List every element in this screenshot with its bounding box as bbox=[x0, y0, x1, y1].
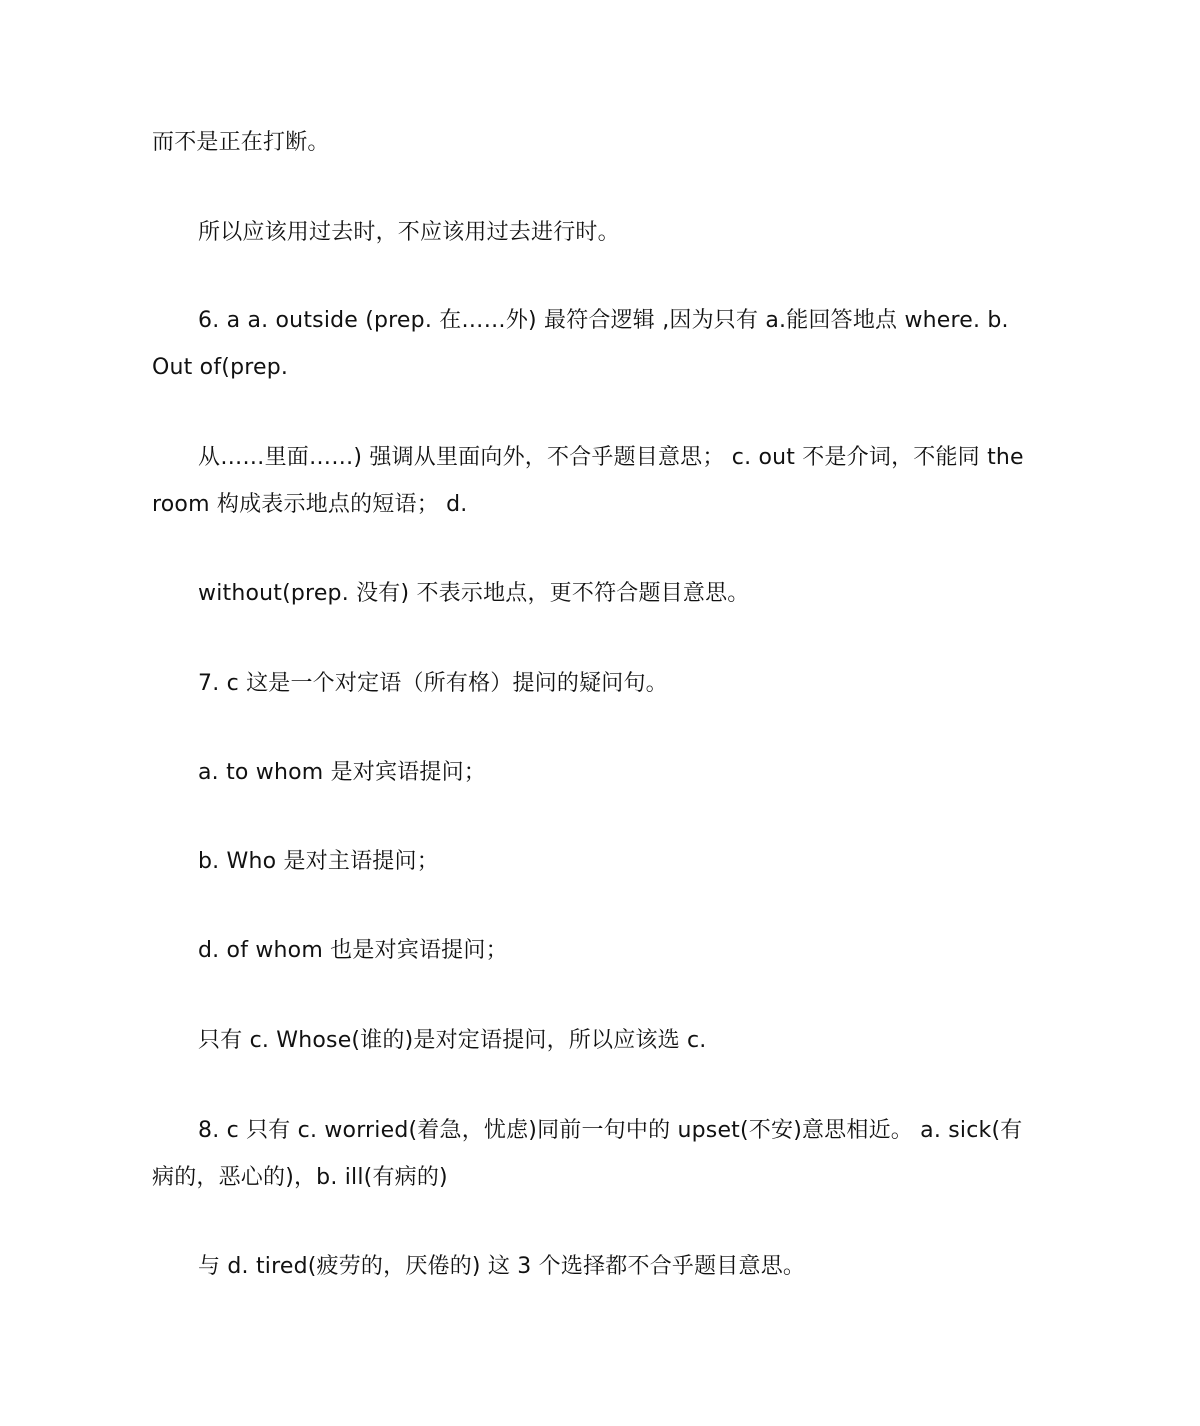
text-line: 从……里面……) 强调从里面向外，不合乎题目意思； c. out 不是介词，不能同 the bbox=[198, 445, 1024, 470]
text-line: 而不是正在打断。 bbox=[152, 130, 330, 155]
text-line: a. to whom 是对宾语提问； bbox=[198, 760, 486, 785]
text-line: 7. c 这是一个对定语（所有格）提问的疑问句。 bbox=[198, 671, 668, 696]
text-line: 病的，恶心的)，b. ill(有病的) bbox=[152, 1165, 448, 1190]
text-line: Out of(prep. bbox=[152, 355, 289, 380]
text-line: 6. a a. outside (prep. 在……外) 最符合逻辑 ,因为只有 a.能回答地点 where. b. bbox=[198, 308, 1009, 333]
text-line: 8. c 只有 c. worried(着急，忧虑)同前一句中的 upset(不安)意思相近。 a. sick(有 bbox=[198, 1118, 1023, 1143]
text-line: 所以应该用过去时，不应该用过去进行时。 bbox=[198, 220, 620, 245]
text-line: b. Who 是对主语提问； bbox=[198, 849, 439, 874]
text-line: without(prep. 没有) 不表示地点，更不符合题目意思。 bbox=[198, 581, 750, 606]
text-line: 只有 c. Whose(谁的)是对定语提问，所以应该选 c. bbox=[198, 1028, 707, 1053]
text-line: d. of whom 也是对宾语提问； bbox=[198, 938, 508, 963]
text-line: room 构成表示地点的短语； d. bbox=[152, 492, 468, 517]
text-line: 与 d. tired(疲劳的，厌倦的) 这 3 个选择都不合乎题目意思。 bbox=[198, 1254, 806, 1279]
